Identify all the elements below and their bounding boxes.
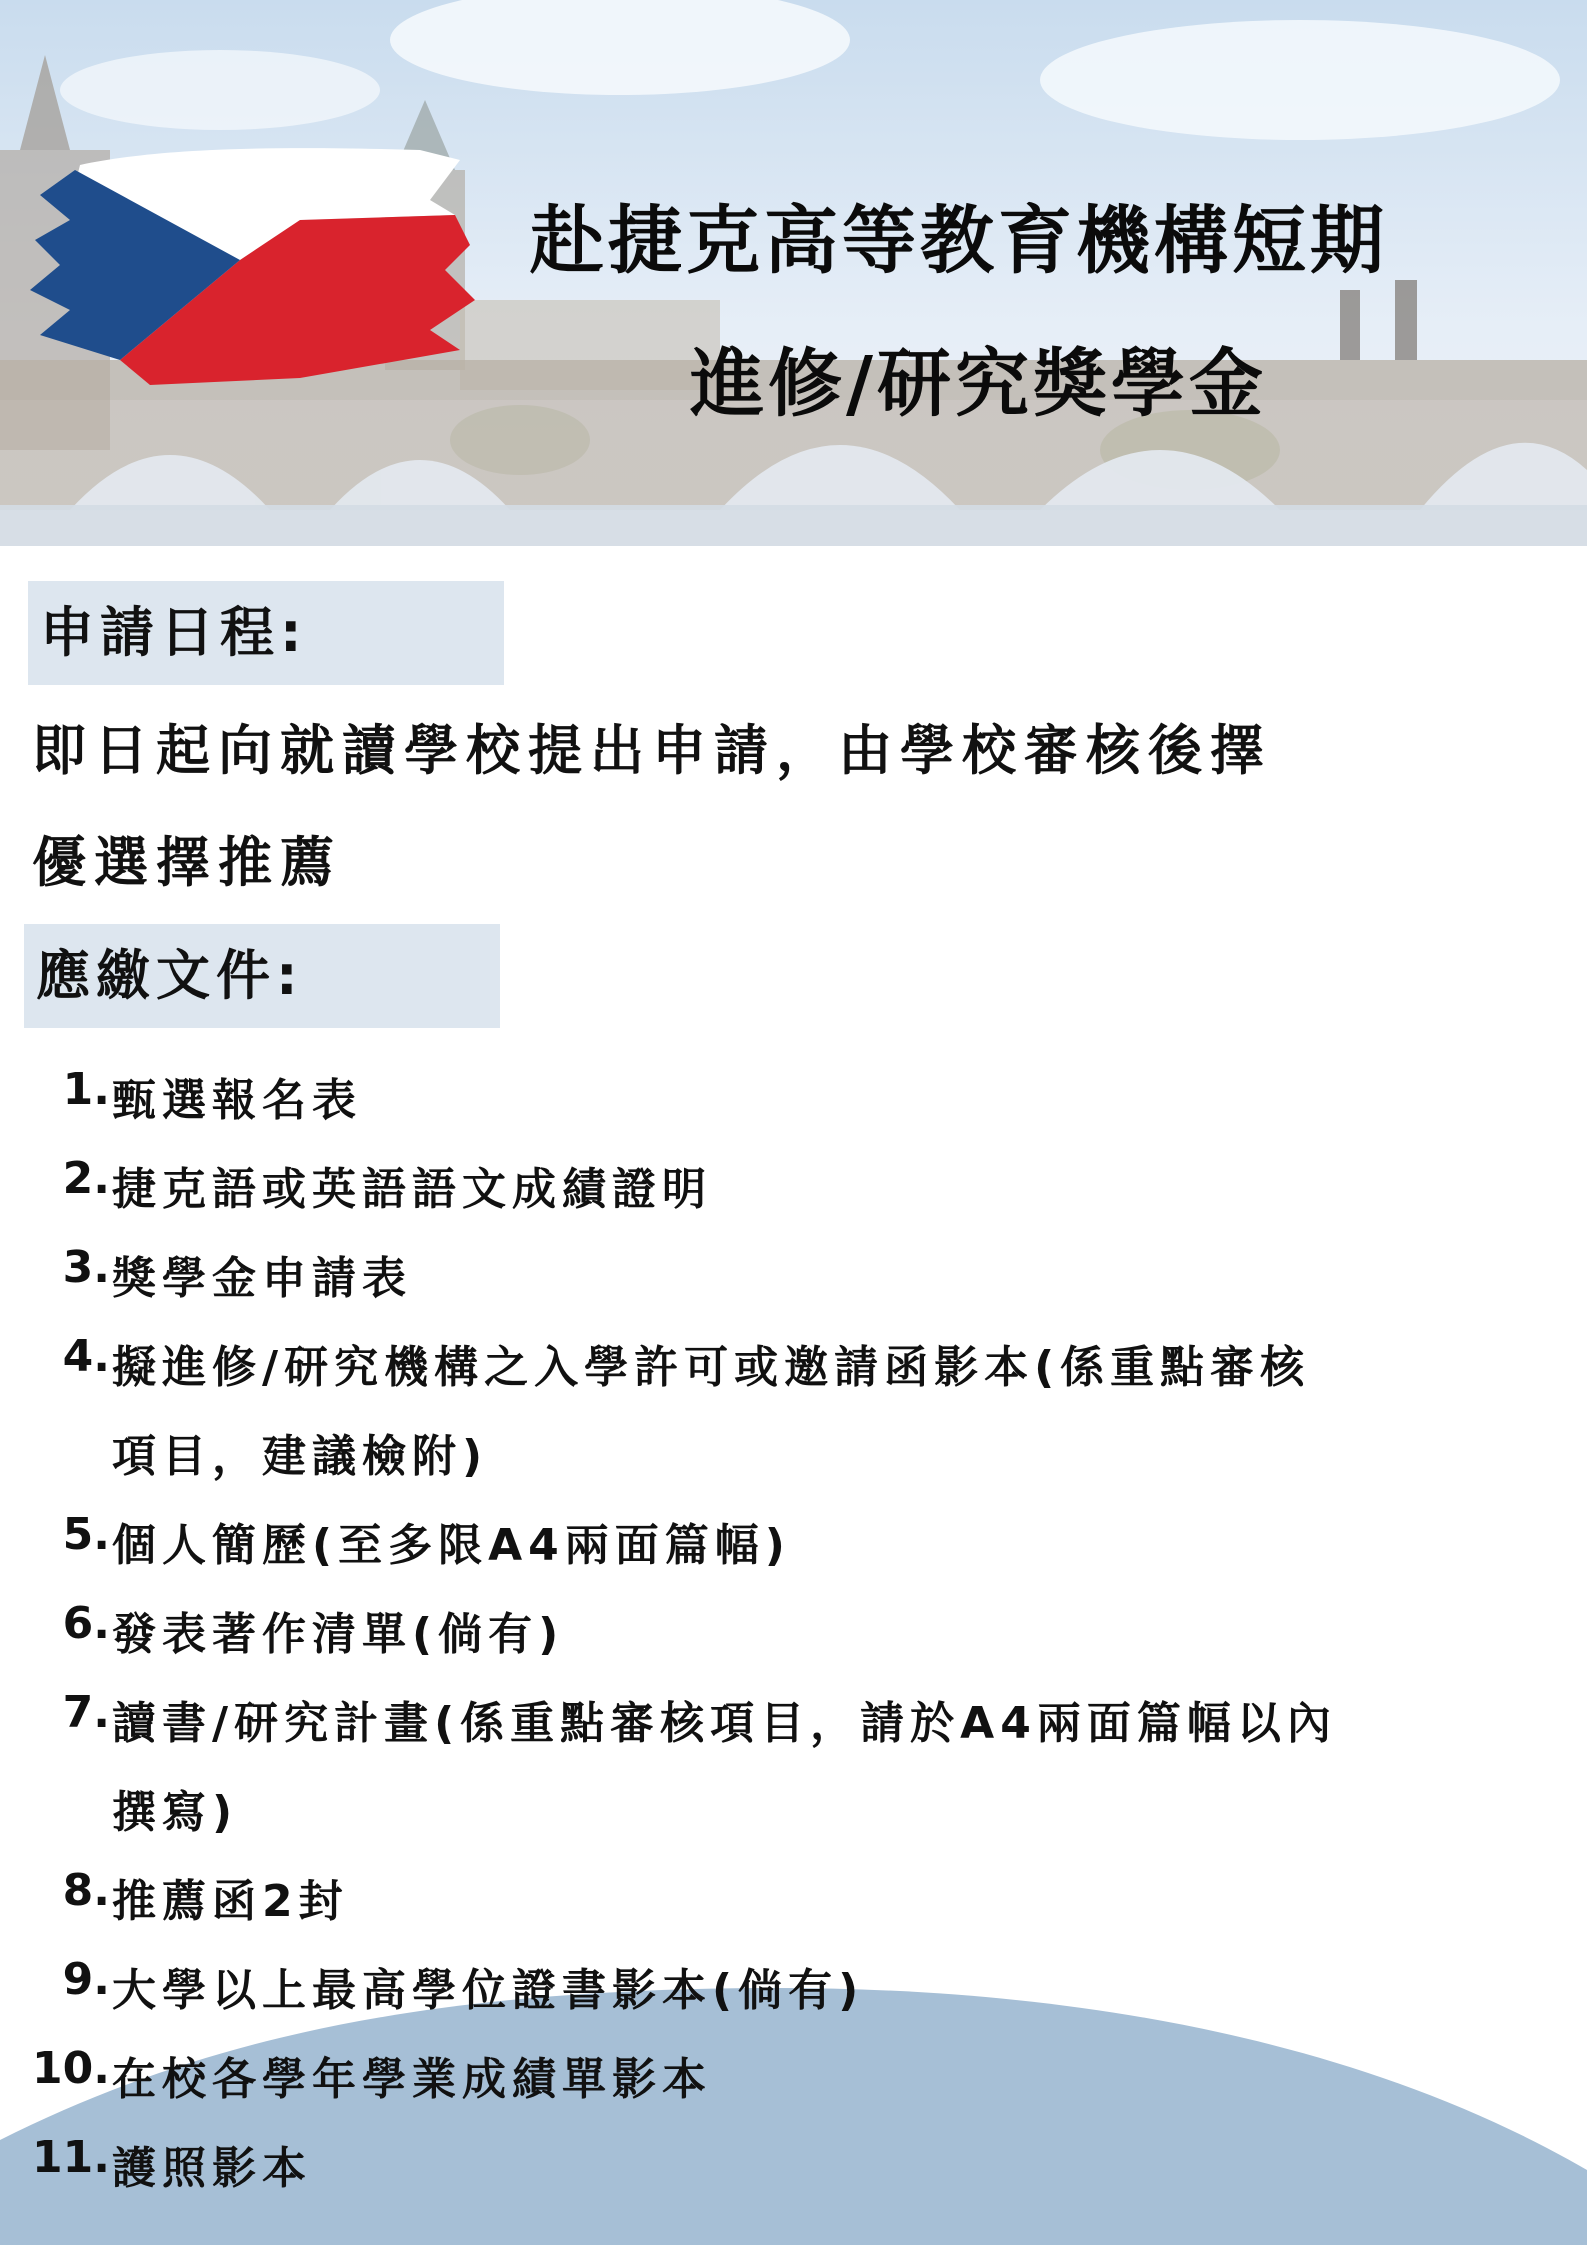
page-title-line-2: 進修/研究獎學金 xyxy=(690,341,1268,427)
list-item: 甄選報名表 xyxy=(112,1075,362,1126)
list-item-number: 1. xyxy=(62,1064,110,1115)
list-item: 在校各學年學業成績單影本 xyxy=(112,2054,712,2105)
list-item: 捷克語或英語語文成績證明 xyxy=(112,1164,712,1215)
list-item: 讀書/研究計畫(係重點審核項目，請於A4兩面篇幅以內 xyxy=(112,1698,1337,1749)
list-item-number: 6. xyxy=(62,1598,110,1649)
list-item: 推薦函2封 xyxy=(112,1876,349,1927)
list-item-continuation: 項目，建議檢附) xyxy=(112,1431,489,1482)
decorative-curve xyxy=(0,1980,1587,2245)
schedule-text-line-1: 即日起向就讀學校提出申請，由學校審核後擇 xyxy=(32,719,1272,782)
list-item-number: 9. xyxy=(62,1954,110,2005)
list-item-number: 5. xyxy=(62,1509,110,1560)
list-item: 擬進修/研究機構之入學許可或邀請函影本(係重點審核 xyxy=(112,1342,1311,1393)
list-item-number: 7. xyxy=(62,1687,110,1738)
list-item: 大學以上最高學位證書影本(倘有) xyxy=(112,1965,865,2016)
list-item-number: 2. xyxy=(62,1153,110,1204)
list-item: 護照影本 xyxy=(112,2143,312,2194)
schedule-text-line-2: 優選擇推薦 xyxy=(32,831,342,894)
list-item: 個人簡歷(至多限A4兩面篇幅) xyxy=(112,1520,791,1571)
header-banner xyxy=(0,0,1587,546)
list-item-continuation: 撰寫) xyxy=(112,1787,239,1838)
list-item-number: 3. xyxy=(62,1242,110,1293)
list-item-number: 10. xyxy=(32,2043,110,2094)
schedule-section-label: 申請日程: xyxy=(28,581,504,685)
czech-flag-icon xyxy=(30,148,475,385)
list-item: 發表著作清單(倘有) xyxy=(112,1609,565,1660)
list-item-number: 11. xyxy=(32,2132,110,2183)
list-item: 獎學金申請表 xyxy=(112,1253,412,1304)
page-title-line-1: 赴捷克高等教育機構短期 xyxy=(530,198,1388,284)
documents-section-label: 應繳文件: xyxy=(24,924,500,1028)
list-item-number: 8. xyxy=(62,1865,110,1916)
list-item-number: 4. xyxy=(62,1331,110,1382)
